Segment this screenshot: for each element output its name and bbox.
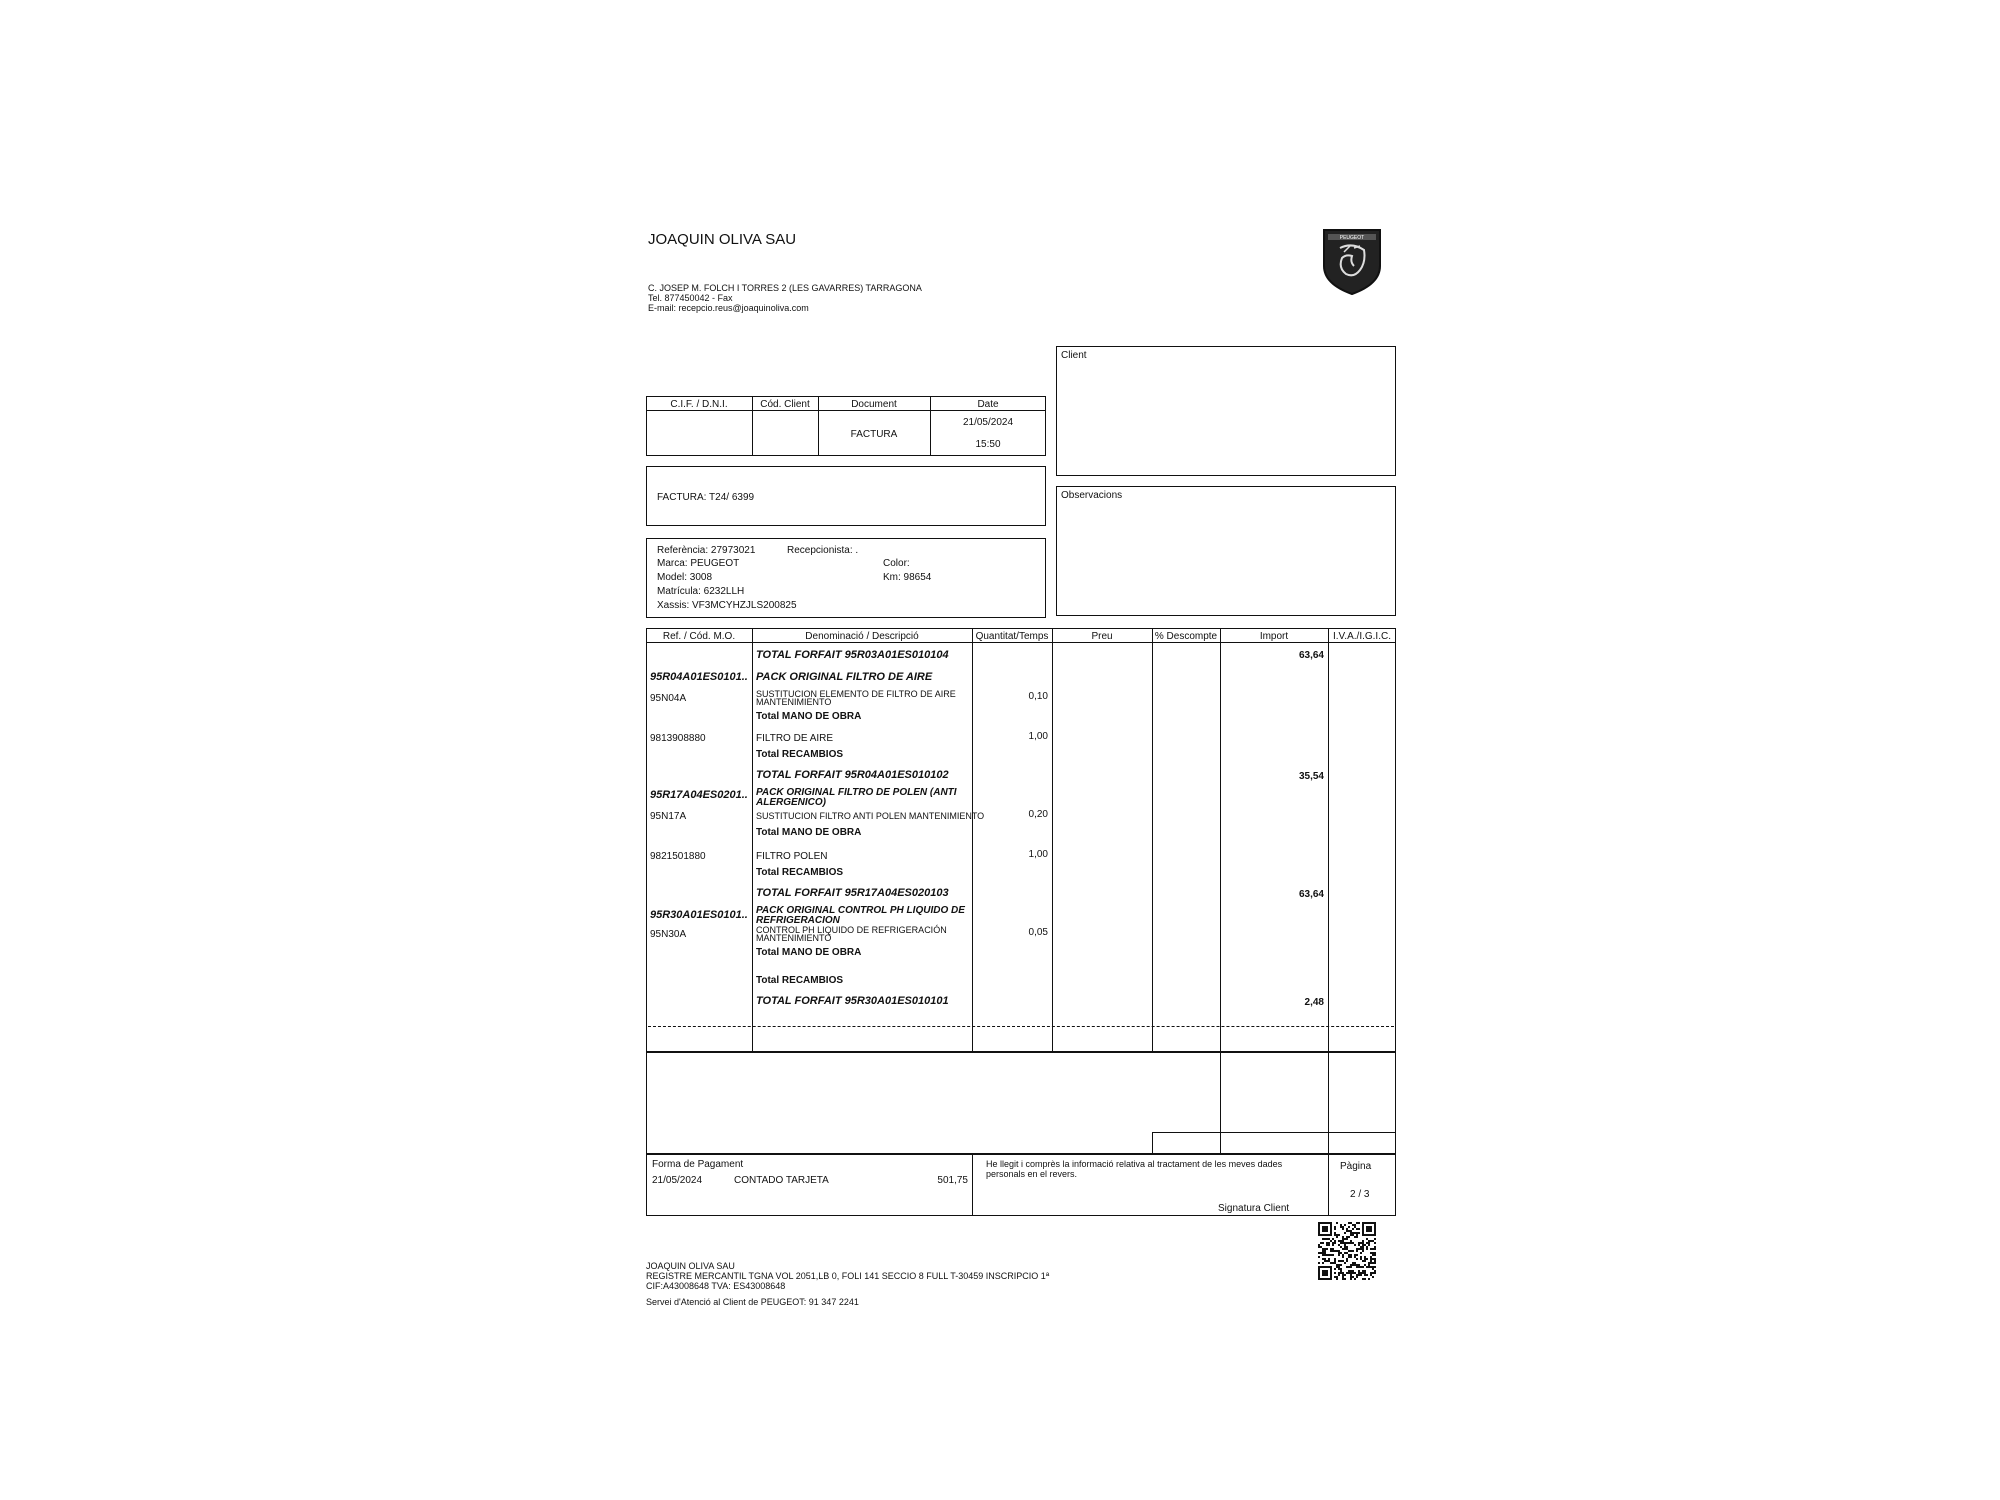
table-row-import: 63,64 — [1298, 889, 1324, 900]
header-cif: C.I.F. / D.N.I. — [670, 399, 728, 410]
payment-method: CONTADO TARJETA — [734, 1175, 829, 1186]
table-row-desc: PACK ORIGINAL CONTROL PH LIQUIDO DE — [756, 905, 965, 916]
footer-service: Servei d'Atenció al Client de PEUGEOT: 91 347 2241 — [646, 1297, 859, 1307]
table-row-desc: PACK ORIGINAL FILTRO DE AIRE — [756, 671, 933, 683]
table-row-desc: FILTRO POLEN — [756, 851, 828, 862]
table-row-ref: 95N04A — [650, 693, 687, 704]
vehicle-box — [646, 538, 1046, 618]
vehicle-color: Color: — [883, 558, 910, 569]
table-row-desc: Total RECAMBIOS — [756, 867, 844, 878]
consent-text-2: personals en el revers. — [986, 1169, 1078, 1179]
table-row-desc: SUSTITUCION ELEMENTO DE FILTRO DE AIRE — [756, 689, 956, 699]
company-name: JOAQUIN OLIVA SAU — [648, 231, 797, 248]
table-row-desc: Total MANO DE OBRA — [756, 947, 862, 958]
document-type: FACTURA — [850, 429, 898, 440]
table-row-desc2: MANTENIMIENTO — [756, 933, 832, 943]
table-row-desc: Total RECAMBIOS — [756, 975, 844, 986]
table-row-desc: CONTROL PH LIQUIDO DE REFRIGERACIÓN — [756, 925, 947, 935]
header-document: Document — [851, 399, 897, 410]
col-price: Preu — [1091, 631, 1113, 642]
table-row-desc: TOTAL FORFAIT 95R30A01ES010101 — [756, 995, 949, 1007]
table-row-ref: 95R30A01ES0101.. — [650, 909, 748, 921]
vehicle-brand: Marca: PEUGEOT — [657, 558, 740, 569]
col-import: Import — [1259, 631, 1289, 642]
qr-code-icon — [1318, 1222, 1376, 1280]
page-label: Pàgina — [1340, 1161, 1372, 1172]
vehicle-receptionist: Recepcionista: . — [787, 545, 859, 556]
invoice-box — [646, 466, 1046, 526]
col-ref: Ref. / Cód. M.O. — [662, 631, 736, 642]
company-phone: Tel. 877450042 - Fax — [648, 293, 733, 303]
table-row-ref: 95R17A04ES0201.. — [650, 789, 748, 801]
table-row-import: 63,64 — [1298, 650, 1324, 661]
document-date: 21/05/2024 — [962, 417, 1014, 428]
signature-label: Signatura Client — [1218, 1203, 1290, 1214]
vehicle-plate: Matrícula: 6232LLH — [657, 586, 745, 597]
table-row-desc: Total RECAMBIOS — [756, 749, 844, 760]
table-row-desc2: REFRIGERACION — [756, 915, 840, 926]
vehicle-model: Model: 3008 — [657, 572, 713, 583]
company-address: C. JOSEP M. FOLCH I TORRES 2 (LES GAVARRES) TARRAGONA — [648, 283, 922, 293]
company-email: E-mail: recepcio.reus@joaquinoliva.com — [648, 303, 809, 313]
client-box — [1056, 346, 1396, 476]
table-row-qty: 0,20 — [1028, 809, 1048, 820]
table-row-desc: PACK ORIGINAL FILTRO DE POLEN (ANTI — [756, 787, 957, 798]
client-label: Client — [1061, 350, 1087, 361]
col-quantity: Quantitat/Temps — [975, 631, 1049, 642]
col-vat: I.V.A./I.G.I.C. — [1333, 631, 1391, 642]
observations-label: Observacions — [1061, 490, 1123, 501]
header-date: Date — [977, 399, 999, 410]
table-row-ref: 95N30A — [650, 929, 687, 940]
col-discount: % Descompte — [1154, 631, 1218, 642]
table-row-desc: SUSTITUCION FILTRO ANTI POLEN MANTENIMIENTO — [756, 811, 985, 821]
header-client-code: Cód. Client — [760, 399, 810, 410]
document-time: 15:50 — [975, 439, 1001, 450]
page-number: 2 / 3 — [1350, 1189, 1370, 1200]
table-row-desc: FILTRO DE AIRE — [756, 733, 834, 744]
payment-date: 21/05/2024 — [652, 1175, 703, 1186]
footer-company: JOAQUIN OLIVA SAU — [646, 1261, 735, 1271]
table-row-ref: 9821501880 — [650, 851, 706, 862]
col-description: Denominació / Descripció — [805, 631, 919, 642]
consent-text-1: He llegit i comprès la informació relativa al tractament de les meves dades — [986, 1159, 1283, 1169]
payment-amount: 501,75 — [937, 1175, 968, 1186]
table-row-qty: 0,10 — [1028, 691, 1048, 702]
observations-box — [1056, 486, 1396, 616]
vehicle-chassis: Xassis: VF3MCYHZJLS200825 — [657, 600, 797, 611]
table-row-ref: 95R04A01ES0101.. — [650, 671, 748, 683]
table-row-import: 2,48 — [1304, 997, 1324, 1008]
table-row-qty: 0,05 — [1028, 927, 1048, 938]
footer-registry: REGISTRE MERCANTIL TGNA VOL 2051,LB 0, FOLI 141 SECCIO 8 FULL T-30459 INSCRIPCIO 1ª — [646, 1271, 1050, 1281]
vehicle-km: Km: 98654 — [883, 572, 932, 583]
table-row-ref: 9813908880 — [650, 733, 706, 744]
footer-cif: CIF:A43008648 TVA: ES43008648 — [646, 1281, 786, 1291]
vehicle-reference: Referència: 27973021 — [657, 545, 756, 556]
table-row-desc2: ALERGENICO) — [756, 797, 826, 808]
logo-text: PEUGEOT — [1339, 235, 1365, 241]
table-row-desc: Total MANO DE OBRA — [756, 711, 862, 722]
table-row-desc: TOTAL FORFAIT 95R17A04ES020103 — [756, 887, 949, 899]
table-row-desc: TOTAL FORFAIT 95R03A01ES010104 — [756, 649, 949, 661]
table-row-import: 35,54 — [1298, 771, 1324, 782]
table-row-desc: TOTAL FORFAIT 95R04A01ES010102 — [756, 769, 949, 781]
payment-label: Forma de Pagament — [652, 1159, 744, 1170]
table-row-ref: 95N17A — [650, 811, 687, 822]
table-row-qty: 1,00 — [1028, 849, 1048, 860]
table-row-desc2: MANTENIMIENTO — [756, 697, 832, 707]
totals-row — [1152, 1132, 1396, 1154]
table-row-qty: 1,00 — [1028, 731, 1048, 742]
peugeot-logo-icon — [1320, 226, 1384, 296]
table-row-desc: Total MANO DE OBRA — [756, 827, 862, 838]
invoice-number: FACTURA: T24/ 6399 — [657, 492, 755, 503]
